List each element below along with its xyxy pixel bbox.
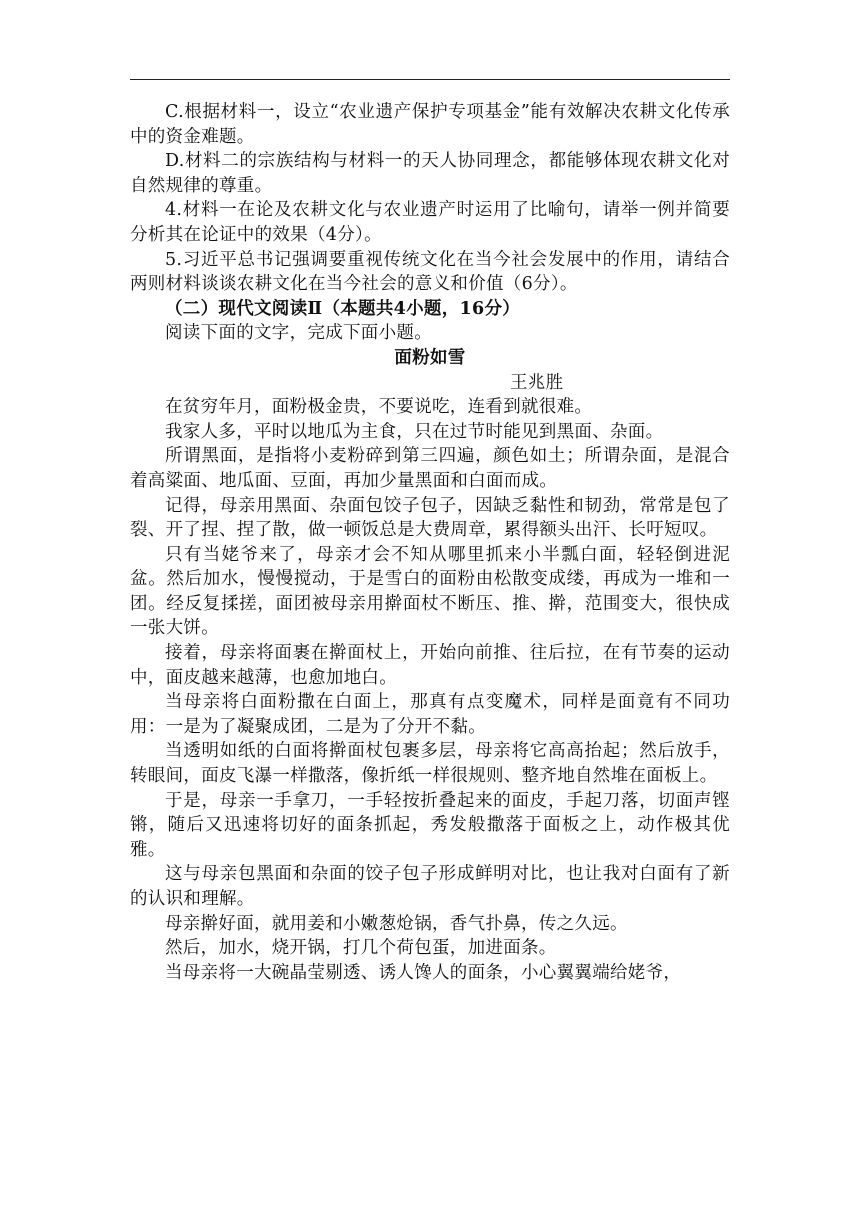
question-5: 5.习近平总书记强调要重视传统文化在当今社会发展中的作用，请结合两则材料谈谈农耕文化在当今社会的意义和价值（6分）。 — [130, 249, 730, 295]
article-paragraph: 所谓黑面，是指将小麦粉碎到第三四遍，颜色如土；所谓杂面，是混合着高粱面、地瓜面、豆面，再加少量黑面和白面而成。 — [130, 446, 730, 491]
article-paragraph: 只有当姥爷来了，母亲才会不知从哪里抓来小半瓢白面，轻轻倒进泥盆。然后加水，慢慢搅动，于是雪白的面粉由松散变成缕，再成为一堆和一团。经反复揉搓，面团被母亲用擀面杖不断压、推、擀，范围变大，很快成一张大饼。 — [130, 544, 730, 639]
article-author: 王兆胜 — [510, 372, 564, 393]
article-paragraph: 于是，母亲一手拿刀，一手轻按折叠起来的面皮，手起刀落，切面声铿锵，随后又迅速将切好的面条抓起，秀发般撒落于面板之上，动作极其优雅。 — [130, 790, 730, 860]
question-4: 4.材料一在论及农耕文化与农业遗产时运用了比喻句，请举一例并简要分析其在论证中的效果（4分）。 — [130, 200, 730, 245]
article-paragraph: 当母亲将一大碗晶莹剔透、诱人馋人的面条，小心翼翼端给姥爷， — [165, 962, 682, 983]
article-paragraph: 然后，加水，烧开锅，打几个荷包蛋，加进面条。 — [165, 938, 557, 959]
option-d: D.材料二的宗族结构与材料一的天人协同理念，都能够体现农耕文化对自然规律的尊重。 — [130, 151, 730, 196]
article-paragraph: 这与母亲包黑面和杂面的饺子包子形成鲜明对比，也让我对白面有了新的认识和理解。 — [130, 864, 730, 909]
article-paragraph: 记得，母亲用黑面、杂面包饺子包子，因缺乏黏性和韧劲，常常是包了裂、开了捏、捏了散，做一顿饭总是大费周章，累得额头出汗、长吁短叹。 — [130, 495, 730, 541]
article-paragraph: 我家人多，平时以地瓜为主食，只在过节时能见到黑面、杂面。 — [165, 421, 664, 442]
document-body — [130, 100, 730, 985]
reading-instruction: 阅读下面的文字，完成下面小题。 — [165, 323, 432, 344]
article-title: 面粉如雪 — [394, 347, 466, 368]
article-paragraph: 接着，母亲将面裹在擀面杖上，开始向前推、往后拉，在有节奏的运动中，面皮越来越薄，也愈加地白。 — [130, 643, 730, 688]
article-paragraph: 在贫穷年月，面粉极金贵，不要说吃，连看到就很难。 — [165, 397, 593, 418]
article-paragraph: 当透明如纸的白面将擀面杖包裹多层，母亲将它高高抬起；然后放手，转眼间，面皮飞瀑一样撒落，像折纸一样很规则、整齐地自然堆在面板上。 — [130, 741, 730, 787]
option-c: C.根据材料一，设立“农业遗产保护专项基金”能有效解决农耕文化传承中的资金难题。 — [130, 102, 730, 147]
article-paragraph: 当母亲将白面粉撒在白面上，那真有点变魔术，同样是面竟有不同功用：一是为了凝聚成团，二是为了分开不黏。 — [130, 692, 730, 737]
section-heading: （二）现代文阅读Ⅱ（本题共4小题，16分） — [165, 298, 521, 319]
article-paragraph: 母亲擀好面，就用姜和小嫩葱炝锅，香气扑鼻，传之久远。 — [165, 913, 628, 934]
header-rule — [130, 79, 730, 80]
